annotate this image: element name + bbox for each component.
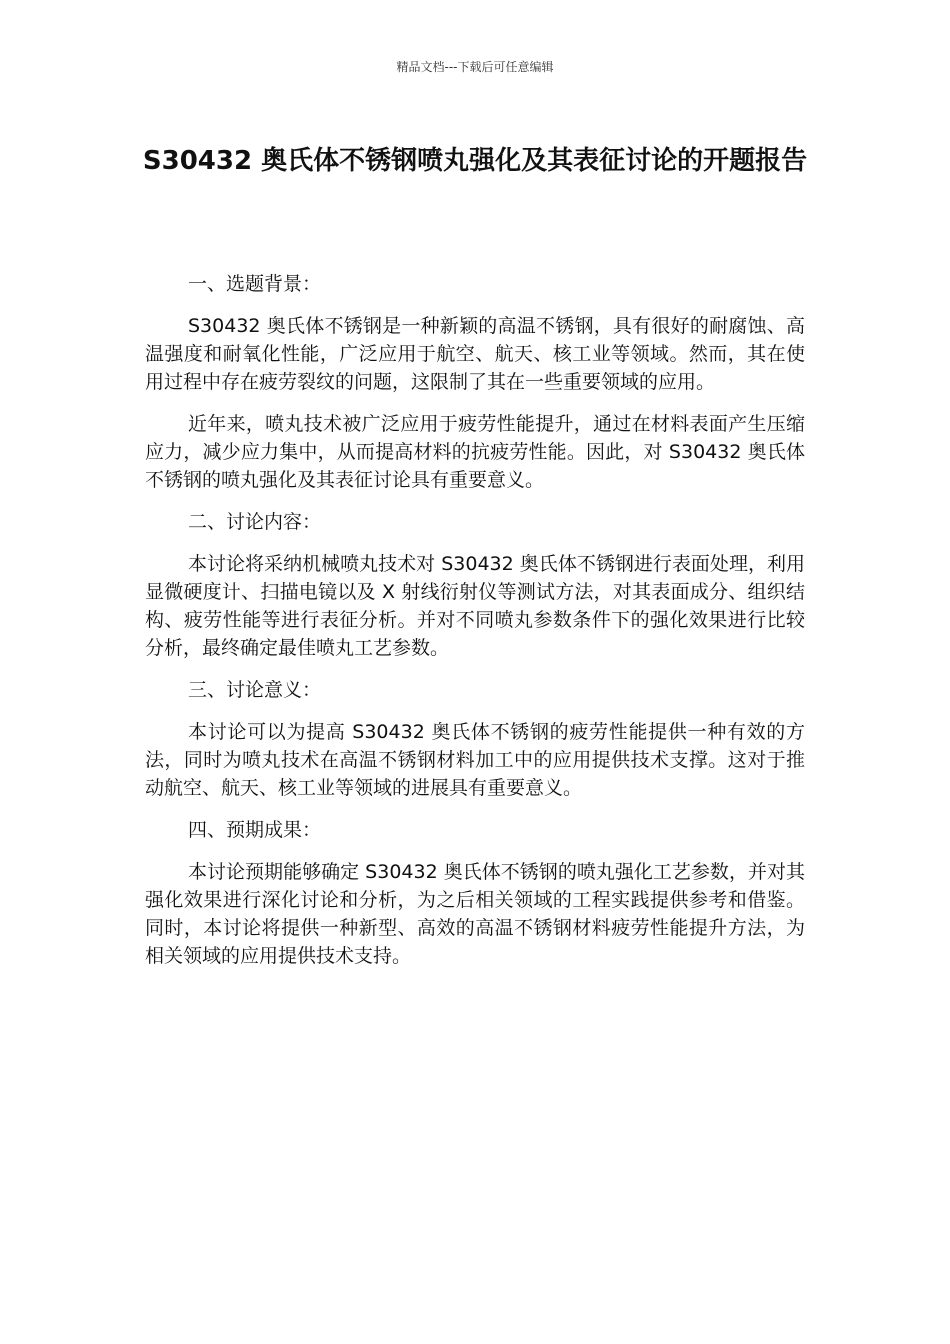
section-heading-background: 一、选题背景： bbox=[188, 273, 322, 295]
paragraph: 本讨论预期能够确定 S30432 奥氏体不锈钢的喷丸强化工艺参数，并对其强化效果进行深化讨论和分析，为之后相关领域的工程实践提供参考和借鉴。同时，本讨论将提供一种新型、高效的高温不锈钢材料疲劳性能提升方法，为相关领域的应用提供技术支持。 bbox=[145, 861, 805, 967]
section-heading-outcomes: 四、预期成果： bbox=[188, 819, 322, 841]
section-heading-significance: 三、讨论意义： bbox=[188, 679, 322, 701]
document-title: S30432 奥氏体不锈钢喷丸强化及其表征讨论的开题报告 bbox=[142, 146, 808, 176]
paragraph: 近年来，喷丸技术被广泛应用于疲劳性能提升，通过在材料表面产生压缩应力，减少应力集中，从而提高材料的抗疲劳性能。因此，对 S30432 奥氏体不锈钢的喷丸强化及其表征讨论具有重要意义。 bbox=[145, 413, 805, 491]
document-body bbox=[145, 270, 805, 984]
paragraph: S30432 奥氏体不锈钢是一种新颖的高温不锈钢，具有很好的耐腐蚀、高温强度和耐氧化性能，广泛应用于航空、航天、核工业等领域。然而，其在使用过程中存在疲劳裂纹的问题，这限制了其在一些重要领域的应用。 bbox=[145, 315, 805, 393]
page-header: 精品文档---下载后可任意编辑 bbox=[396, 60, 554, 74]
paragraph: 本讨论可以为提高 S30432 奥氏体不锈钢的疲劳性能提供一种有效的方法，同时为喷丸技术在高温不锈钢材料加工中的应用提供技术支撑。这对于推动航空、航天、核工业等领域的进展具有重要意义。 bbox=[145, 721, 805, 799]
paragraph: 本讨论将采纳机械喷丸技术对 S30432 奥氏体不锈钢进行表面处理，利用显微硬度计、扫描电镜以及 X 射线衍射仪等测试方法，对其表面成分、组织结构、疲劳性能等进行表征分析。并对不同喷丸参数条件下的强化效果进行比较分析，最终确定最佳喷丸工艺参数。 bbox=[145, 553, 805, 659]
section-heading-content: 二、讨论内容： bbox=[188, 511, 322, 533]
